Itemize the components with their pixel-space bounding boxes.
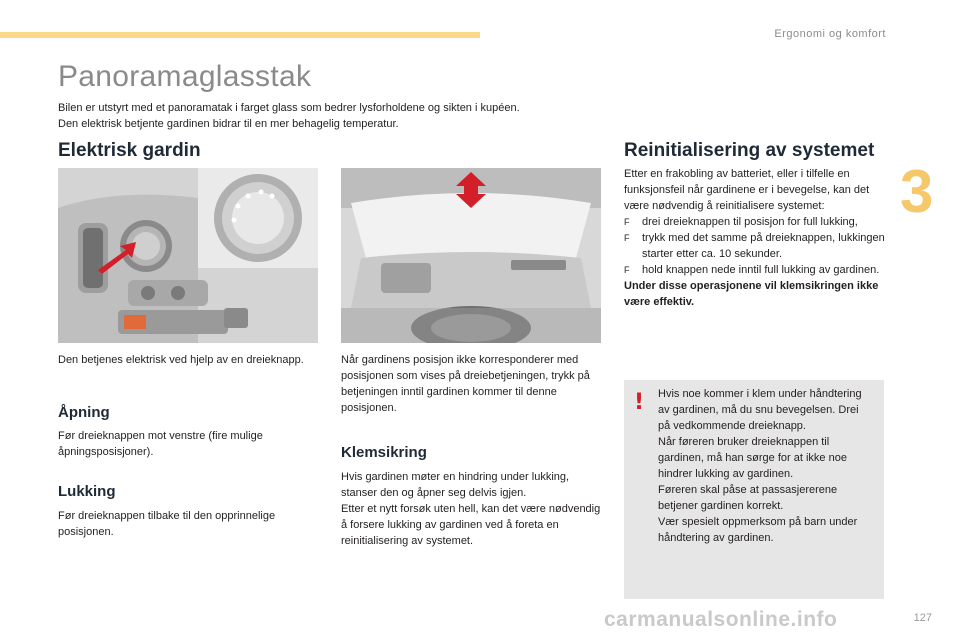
opening-text: Før dreieknappen mot venstre (fire mulige åpningsposisjoner). [58, 430, 263, 458]
antipinch-line: Etter et nytt forsøk uten hell, kan det være nødvendig å forsere lukking av gardinen ved å foreta en reinitialisering av systemet. [341, 503, 601, 547]
page-number: 127 [913, 612, 932, 624]
reinit-step [624, 230, 886, 262]
reinit-step [624, 214, 886, 230]
reinit-heading: Reinitialisering av systemet [624, 140, 875, 161]
intro-line: Bilen er utstyrt med et panoramatak i farget glass som bedrer lysforholdene og sikten i kupéen. [58, 102, 520, 114]
reinit-step-text: trykk med det samme på dreieknappen, lukkingen starter etter ca. 10 sekunder. [642, 232, 885, 260]
reinit-body [624, 166, 886, 310]
antipinch-line: Hvis gardinen møter en hindring under lukking, stanser den og åpner seg delvis igjen. [341, 471, 570, 499]
warning-text [658, 386, 873, 546]
watermark: carmanualsonline.info [604, 608, 838, 631]
warning-box [624, 380, 884, 599]
header-accent-bar [0, 32, 480, 38]
bullet-icon: F [624, 265, 630, 275]
warning-line: Når føreren bruker dreieknappen til gardinen, må han sørge for at ikke noe hindrer lukking av gardinen. [658, 436, 847, 480]
chapter-number: 3 [900, 158, 934, 225]
panoramic-roof-image [341, 168, 601, 343]
warning-icon: ! [634, 390, 645, 415]
warning-line: Hvis noe kommer i klem under håndtering av gardinen, må du snu bevegelsen. Drei på vedkommende dreieknapp. [658, 388, 862, 432]
electric-heading: Elektrisk gardin [58, 140, 201, 161]
page-title: Panoramaglasstak [58, 60, 312, 93]
antipinch-text [341, 469, 603, 549]
reinit-steps [624, 214, 886, 278]
closing-text: Før dreieknappen tilbake til den opprinnelige posisjonen. [58, 510, 276, 538]
ceiling-control-image [58, 168, 318, 343]
bullet-icon: F [624, 217, 630, 227]
control-caption: Den betjenes elektrisk ved hjelp av en dreieknapp. [58, 354, 304, 366]
warning-line: Vær spesielt oppmerksom på barn under håndtering av gardinen. [658, 516, 858, 544]
reinit-intro: Etter en frakobling av batteriet, eller i tilfelle en funksjonsfeil når gardinene er i bevegelse, kan det være nødvendig å reinitialisere systemet: [624, 168, 870, 212]
section-name: Ergonomi og komfort [774, 28, 886, 40]
mismatch-text: Når gardinens posisjon ikke korresponderer med posisjonen som vises på dreiebetjeningen, trykk på betjeningen inntil gardinen kommer til denne posisjonen. [341, 354, 590, 414]
opening-heading: Åpning [58, 404, 110, 421]
intro-line: Den elektrisk betjente gardinen bidrar til en mer behagelig temperatur. [58, 118, 399, 130]
antipinch-heading: Klemsikring [341, 444, 427, 461]
reinit-step-text: drei dreieknappen til posisjon for full lukking, [642, 216, 858, 228]
bullet-icon: F [624, 233, 630, 243]
reinit-step [624, 262, 886, 278]
warning-line: Føreren skal påse at passasjererene betjener gardinen korrekt. [658, 484, 838, 512]
intro-text [58, 100, 618, 132]
closing-heading: Lukking [58, 483, 116, 500]
reinit-step-text: hold knappen nede inntil full lukking av gardinen. [642, 264, 880, 276]
reinit-note: Under disse operasjonene vil klemsikringen ikke være effektiv. [624, 280, 879, 308]
